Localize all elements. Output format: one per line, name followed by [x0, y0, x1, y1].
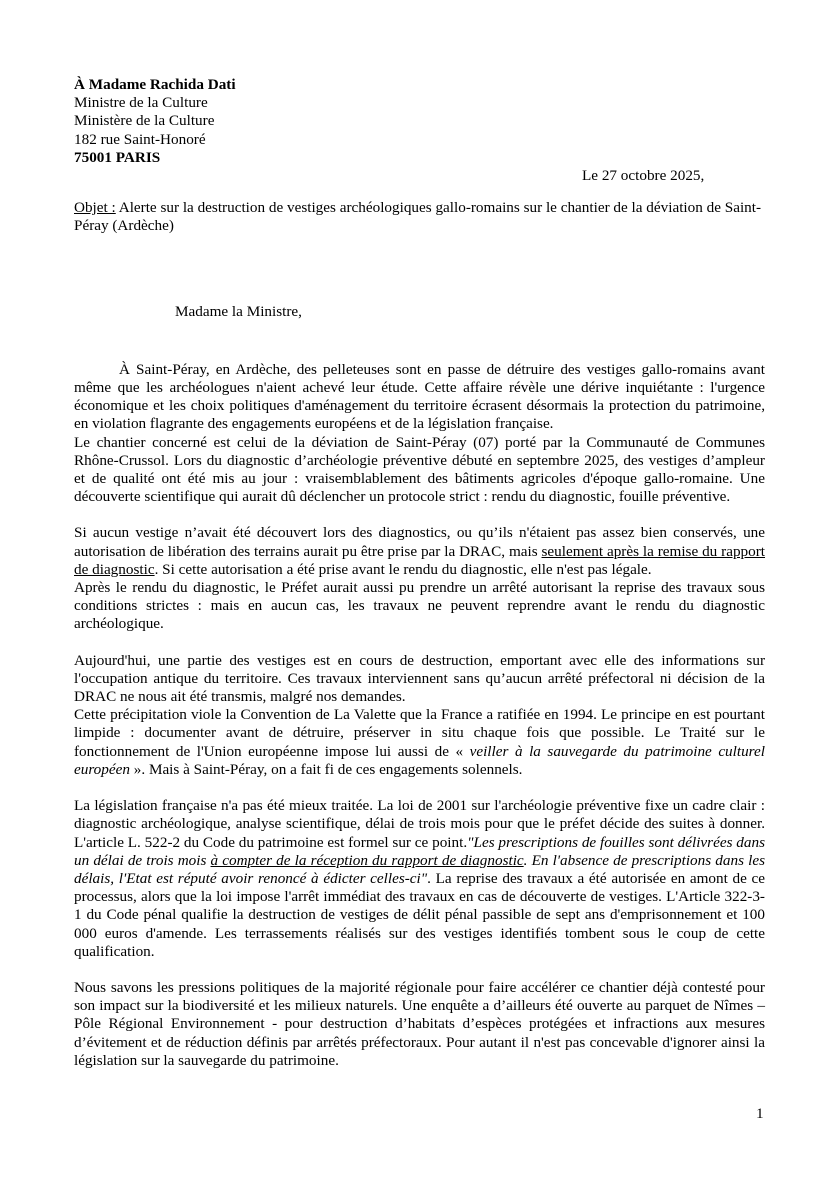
paragraph-7-text-b: . La reprise des travaux a été autorisée en amont de ce processus, alors que la loi impose l'arrêt immédiat des travaux en cas de découverte de vestiges. L'Article 322-3-1 du Code pénal qualifie la destruction de vestiges de délit pénal passible de sept ans d'emprisonnement et 100 000 euros d'amende. Les terrassements réalisés sur des vestiges identifiés tombent sous le coup de cette qualification. [74, 869, 765, 960]
paragraph-1: À Saint-Péray, en Ardèche, des pelleteuses sont en passe de détruire des vestiges gallo-romains avant même que les archéologues n'aient achevé leur étude. Cette affaire révèle une dérive inquiétante : l'urgence économique et les choix politiques d'aménagement du territoire écrasent désormais la protection du patrimoine, en violation flagrante des engagements européens et de la législation française. [74, 360, 765, 433]
letter-date: Le 27 octobre 2025, [582, 167, 705, 185]
paragraph-7-text-a: La législation française n'a pas été mieux traitée. La loi de 2001 sur l'archéologie préventive fixe un cadre clair : diagnostic archéologique, analyse scientifique, délai de trois mois pour que le préfet décide des suites à donner. L'article L. 522-2 du Code du patrimoine est formel sur ce point. [74, 797, 765, 851]
paragraph-4: Après le rendu du diagnostic, le Préfet aurait aussi pu prendre un arrêté autorisant la reprise des travaux sous conditions strictes : mais en aucun cas, les travaux ne peuvent reprendre avant le rendu du diagnostic archéologique. [74, 579, 765, 633]
recipient-name: À Madame Rachida Dati [74, 76, 236, 93]
paragraph-5: Aujourd'hui, une partie des vestiges est en cours de destruction, emportant avec elle des informations sur l'occupation antique du territoire. Ces travaux interviennent sans qu’aucun arrêté préfectoral ni décision de la DRAC ne nous ait été transmis, malgré nos demandes. [74, 651, 765, 706]
paragraph-3 [74, 524, 765, 579]
paragraph-7-quote-underlined: à compter de la réception du rapport de diagnostic [210, 851, 524, 869]
recipient-address [74, 76, 765, 167]
recipient-ministry: Ministère de la Culture [74, 112, 215, 130]
paragraph-7-quote-a: "Les prescriptions de fouilles sont délivrées dans un délai de trois mois [74, 833, 765, 869]
paragraph-7-quote-b: . En l'absence de prescriptions dans les délais, l'Etat est réputé avoir renoncé à édicter celles-ci" [74, 851, 765, 887]
paragraph-6-quote: veiller à la sauvegarde du patrimoine culturel européen [74, 742, 765, 778]
paragraph-6-text-a: Cette précipitation viole la Convention de La Valette que la France a ratifiée en 1994. Le principe en est pourtant limpide : documenter avant de détruire, préserver in situ chaque fois que possible. Le Traité sur le fonctionnement de l'Union européenne impose lui aussi de « [74, 706, 765, 760]
paragraph-8: Nous savons les pressions politiques de la majorité régionale pour faire accélérer ce chantier déjà contesté pour son impact sur la biodiversité et les milieux naturels. Une enquête a d’ailleurs été ouverte au parquet de Nîmes – Pôle Régional Environnement - pour destruction d’habitats d’espèces protégées et infractions aux mesures d’évitement et de réduction définis par arrêtés préfectoraux. Pour autant il n'est pas concevable d'ignorer ainsi la législation sur la sauvegarde du patrimoine. [74, 978, 765, 1069]
page-number: 1 [756, 1105, 764, 1122]
subject-text: Alerte sur la destruction de vestiges archéologiques gallo-romains sur le chantier de la déviation de Saint-Péray (Ardèche) [74, 199, 762, 235]
paragraph-2: Le chantier concerné est celui de la déviation de Saint-Péray (07) porté par la Communauté de Communes Rhône-Crussol. Lors du diagnostic d’archéologie préventive débuté en septembre 2025, des vestiges d’ampleur et de qualité ont été mis au jour : vraisemblablement des bâtiments agricoles d'époque gallo-romaine. Une découverte scientifique qui aurait dû déclencher un protocole strict : rendu du diagnostic, fouille préventive. [74, 433, 765, 506]
paragraph-3-text-b: . Si cette autorisation a été prise avant le rendu du diagnostic, elle n'est pas légale. [154, 560, 652, 578]
recipient-street: 182 rue Saint-Honoré [74, 130, 206, 148]
letter-page [74, 76, 765, 1070]
recipient-title: Ministre de la Culture [74, 94, 208, 112]
subject-line [74, 199, 765, 235]
paragraph-6 [74, 706, 765, 779]
letter-body [74, 361, 765, 1070]
recipient-city: 75001 PARIS [74, 148, 161, 166]
paragraph-6-text-b: ». Mais à Saint-Péray, on a fait fi de ces engagements solennels. [129, 760, 523, 778]
salutation: Madame la Ministre, [175, 302, 302, 320]
paragraph-3-underlined: seulement après la remise du rapport de diagnostic [74, 542, 766, 578]
subject-label: Objet : [74, 199, 116, 217]
paragraph-3-text-a: Si aucun vestige n’avait été découvert lors des diagnostics, ou qu’ils n'étaient pas assez bien conservés, une autorisation de libération des terrains aurait pu être prise par la DRAC, mais [74, 524, 765, 560]
paragraph-7 [74, 797, 765, 961]
